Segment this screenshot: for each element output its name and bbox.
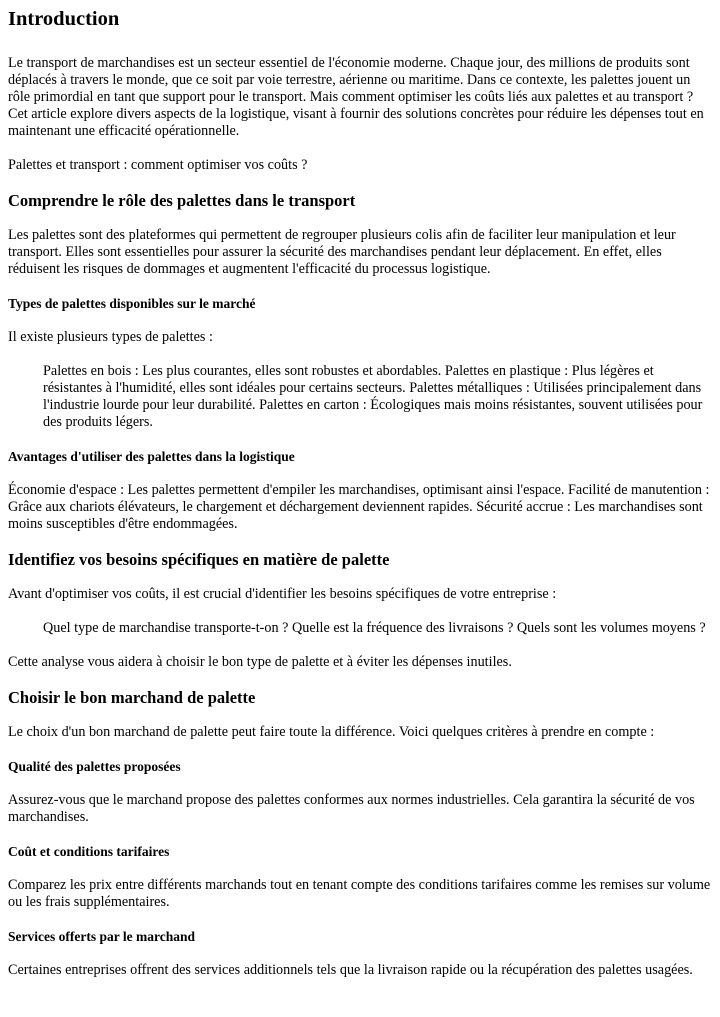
heading-services: Services offerts par le marchand — [8, 929, 195, 944]
heading-role: Comprendre le rôle des palettes dans le transport — [8, 191, 356, 210]
services-paragraph: Certaines entreprises offrent des services additionnels tels que la livraison rapide ou la récupération des palettes usagées. — [8, 962, 693, 978]
heading-needs: Identifiez vos besoins spécifiques en matière de palette — [8, 550, 390, 569]
heading-cost: Coût et conditions tarifaires — [8, 844, 170, 859]
heading-merchant: Choisir le bon marchand de palette — [8, 688, 256, 707]
heading-advantages: Avantages d'utiliser des palettes dans la logistique — [8, 449, 295, 464]
heading-types: Types de palettes disponibles sur le marché — [8, 296, 256, 311]
role-paragraph: Les palettes sont des plateformes qui permettent de regrouper plusieurs colis afin de faciliter leur manipulation et leur transport. Elles sont essentielles pour assurer la sécurité des marchandises pendant leur déplacement. En effet, elles réduisent les risques de dommages et augmentent l'efficacité du processus logistique. — [8, 227, 676, 277]
types-intro: Il existe plusieurs types de palettes : — [8, 329, 213, 345]
intro-paragraph: Le transport de marchandises est un secteur essentiel de l'économie moderne. Chaque jour, des millions de produits sont déplacés à travers le monde, que ce soit par voie terrestre, aérienne ou maritime. Dans ce contexte, les palettes jouent un rôle primordial en tant que support pour le transport. Mais comment optimiser les coûts liés aux palettes et au transport ? Cet article explore divers aspects de la logistique, visant à fournir des solutions concrètes pour réduire les dépenses tout en maintenant une efficacité opérationnelle. — [8, 55, 704, 139]
quality-paragraph: Assurez-vous que le marchand propose des palettes conformes aux normes industrielles. Cela garantira la sécurité de vos marchandises. — [8, 792, 695, 825]
heading-quality: Qualité des palettes proposées — [8, 759, 181, 774]
needs-list: Quel type de marchandise transporte-t-on ? Quelle est la fréquence des livraisons ? Quels sont les volumes moyens ? — [43, 620, 706, 636]
cost-paragraph: Comparez les prix entre différents marchands tout en tenant compte des conditions tarifaires comme les remises sur volume ou les frais supplémentaires. — [8, 877, 711, 910]
needs-conclusion: Cette analyse vous aidera à choisir le bon type de palette et à éviter les dépenses inutiles. — [8, 654, 512, 670]
needs-intro: Avant d'optimiser vos coûts, il est crucial d'identifier les besoins spécifiques de votre entreprise : — [8, 586, 557, 602]
intro-subtitle: Palettes et transport : comment optimiser vos coûts ? — [8, 157, 308, 173]
types-list: Palettes en bois : Les plus courantes, elles sont robustes et abordables. Palettes en plastique : Plus légères et résistantes à l'humidité, elles sont idéales pour certains secteurs. Palettes métalliques : Utilisées principalement dans l'industrie lourde pour leur durabilité. Palettes en carton : Écologiques mais moins résistantes, souvent utilisées pour des produits légers. — [43, 363, 703, 430]
advantages-paragraph: Économie d'espace : Les palettes permettent d'empiler les marchandises, optimisant ainsi l'espace. Facilité de manutention : Grâce aux chariots élévateurs, le chargement et déchargement deviennent rapides. Sécurité accrue : Les marchandises sont moins susceptibles d'être endommagées. — [8, 482, 710, 532]
merchant-intro: Le choix d'un bon marchand de palette peut faire toute la différence. Voici quelques critères à prendre en compte : — [8, 724, 655, 740]
page-title: Introduction — [8, 8, 120, 30]
